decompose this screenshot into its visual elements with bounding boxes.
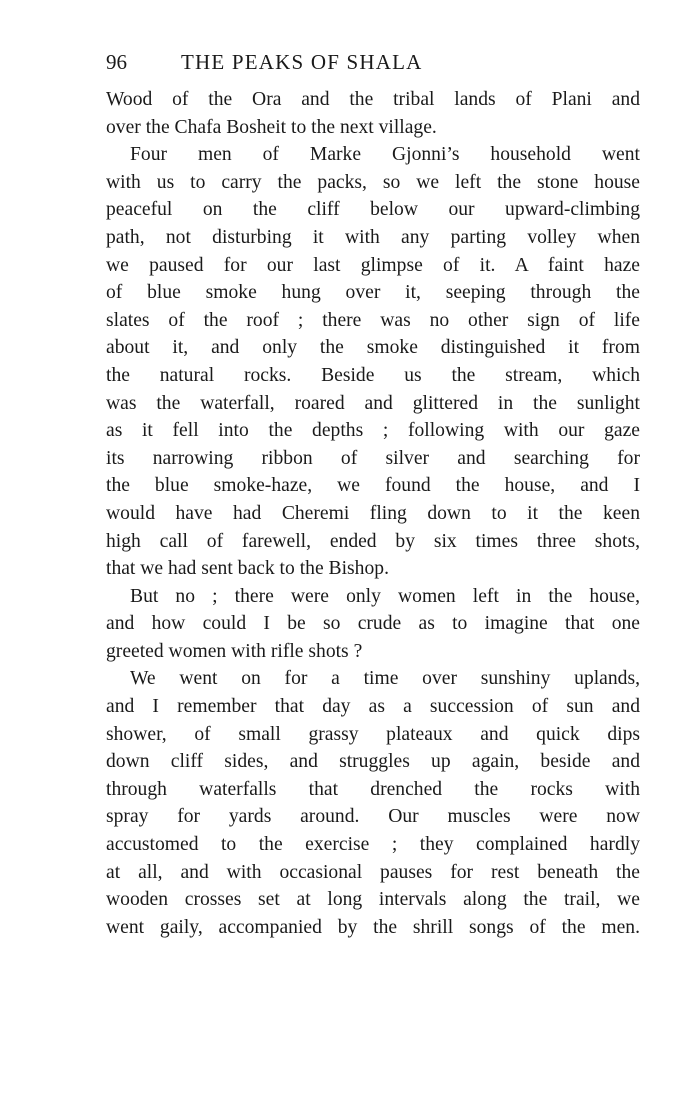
- text-line: of blue smoke hung over it, seeping through the: [106, 282, 640, 304]
- text-line: spray for yards around. Our muscles were now: [106, 806, 640, 828]
- text-line: Four men of Marke Gjonni’s household went: [130, 144, 640, 166]
- text-line: as it fell into the depths ; following with our gaze: [106, 420, 640, 442]
- text-line: at all, and with occasional pauses for rest beneath the: [106, 861, 640, 883]
- page-number: 96: [106, 50, 127, 74]
- text-line: slates of the roof ; there was no other sign of life: [106, 309, 640, 331]
- text-line: that we had sent back to the Bishop.: [106, 558, 389, 580]
- text-line: and I remember that day as a succession of sun and: [106, 696, 640, 718]
- text-line: we paused for our last glimpse of it. A faint haze: [106, 254, 640, 276]
- text-line: But no ; there were only women left in the house,: [130, 585, 640, 607]
- text-line: with us to carry the packs, so we left the stone house: [106, 171, 640, 193]
- text-line: high call of farewell, ended by six times three shots,: [106, 530, 640, 552]
- text-line: path, not disturbing it with any parting volley when: [106, 226, 640, 248]
- text-line: went gaily, accompanied by the shrill songs of the men.: [106, 916, 640, 938]
- text-line: through waterfalls that drenched the rocks with: [106, 778, 640, 800]
- text-line: shower, of small grassy plateaux and quick dips: [106, 723, 640, 745]
- text-line: down cliff sides, and struggles up again, beside and: [106, 751, 640, 773]
- text-line: would have had Cheremi fling down to it the keen: [106, 502, 640, 524]
- text-line: and how could I be so crude as to imagine that one: [106, 613, 640, 635]
- text-line: its narrowing ribbon of silver and searching for: [106, 447, 640, 469]
- running-title: THE PEAKS OF SHALA: [181, 50, 423, 74]
- page-body: [106, 86, 640, 941]
- text-line: peaceful on the cliff below our upward-climbing: [106, 199, 640, 221]
- text-line: about it, and only the smoke distinguished it from: [106, 337, 640, 359]
- text-line: wooden crosses set at long intervals along the trail, we: [106, 889, 640, 911]
- text-line: over the Chafa Bosheit to the next village.: [106, 116, 437, 138]
- text-line: Wood of the Ora and the tribal lands of Plani and: [106, 89, 640, 110]
- text-line: the natural rocks. Beside us the stream, which: [106, 364, 640, 386]
- page-header: [106, 50, 640, 80]
- text-line: We went on for a time over sunshiny uplands,: [130, 668, 640, 690]
- text-line: accustomed to the exercise ; they complained hardly: [106, 834, 640, 856]
- text-line: greeted women with rifle shots ?: [106, 640, 363, 662]
- text-line: was the waterfall, roared and glittered in the sunlight: [106, 392, 640, 414]
- text-line: the blue smoke-haze, we found the house, and I: [106, 475, 640, 497]
